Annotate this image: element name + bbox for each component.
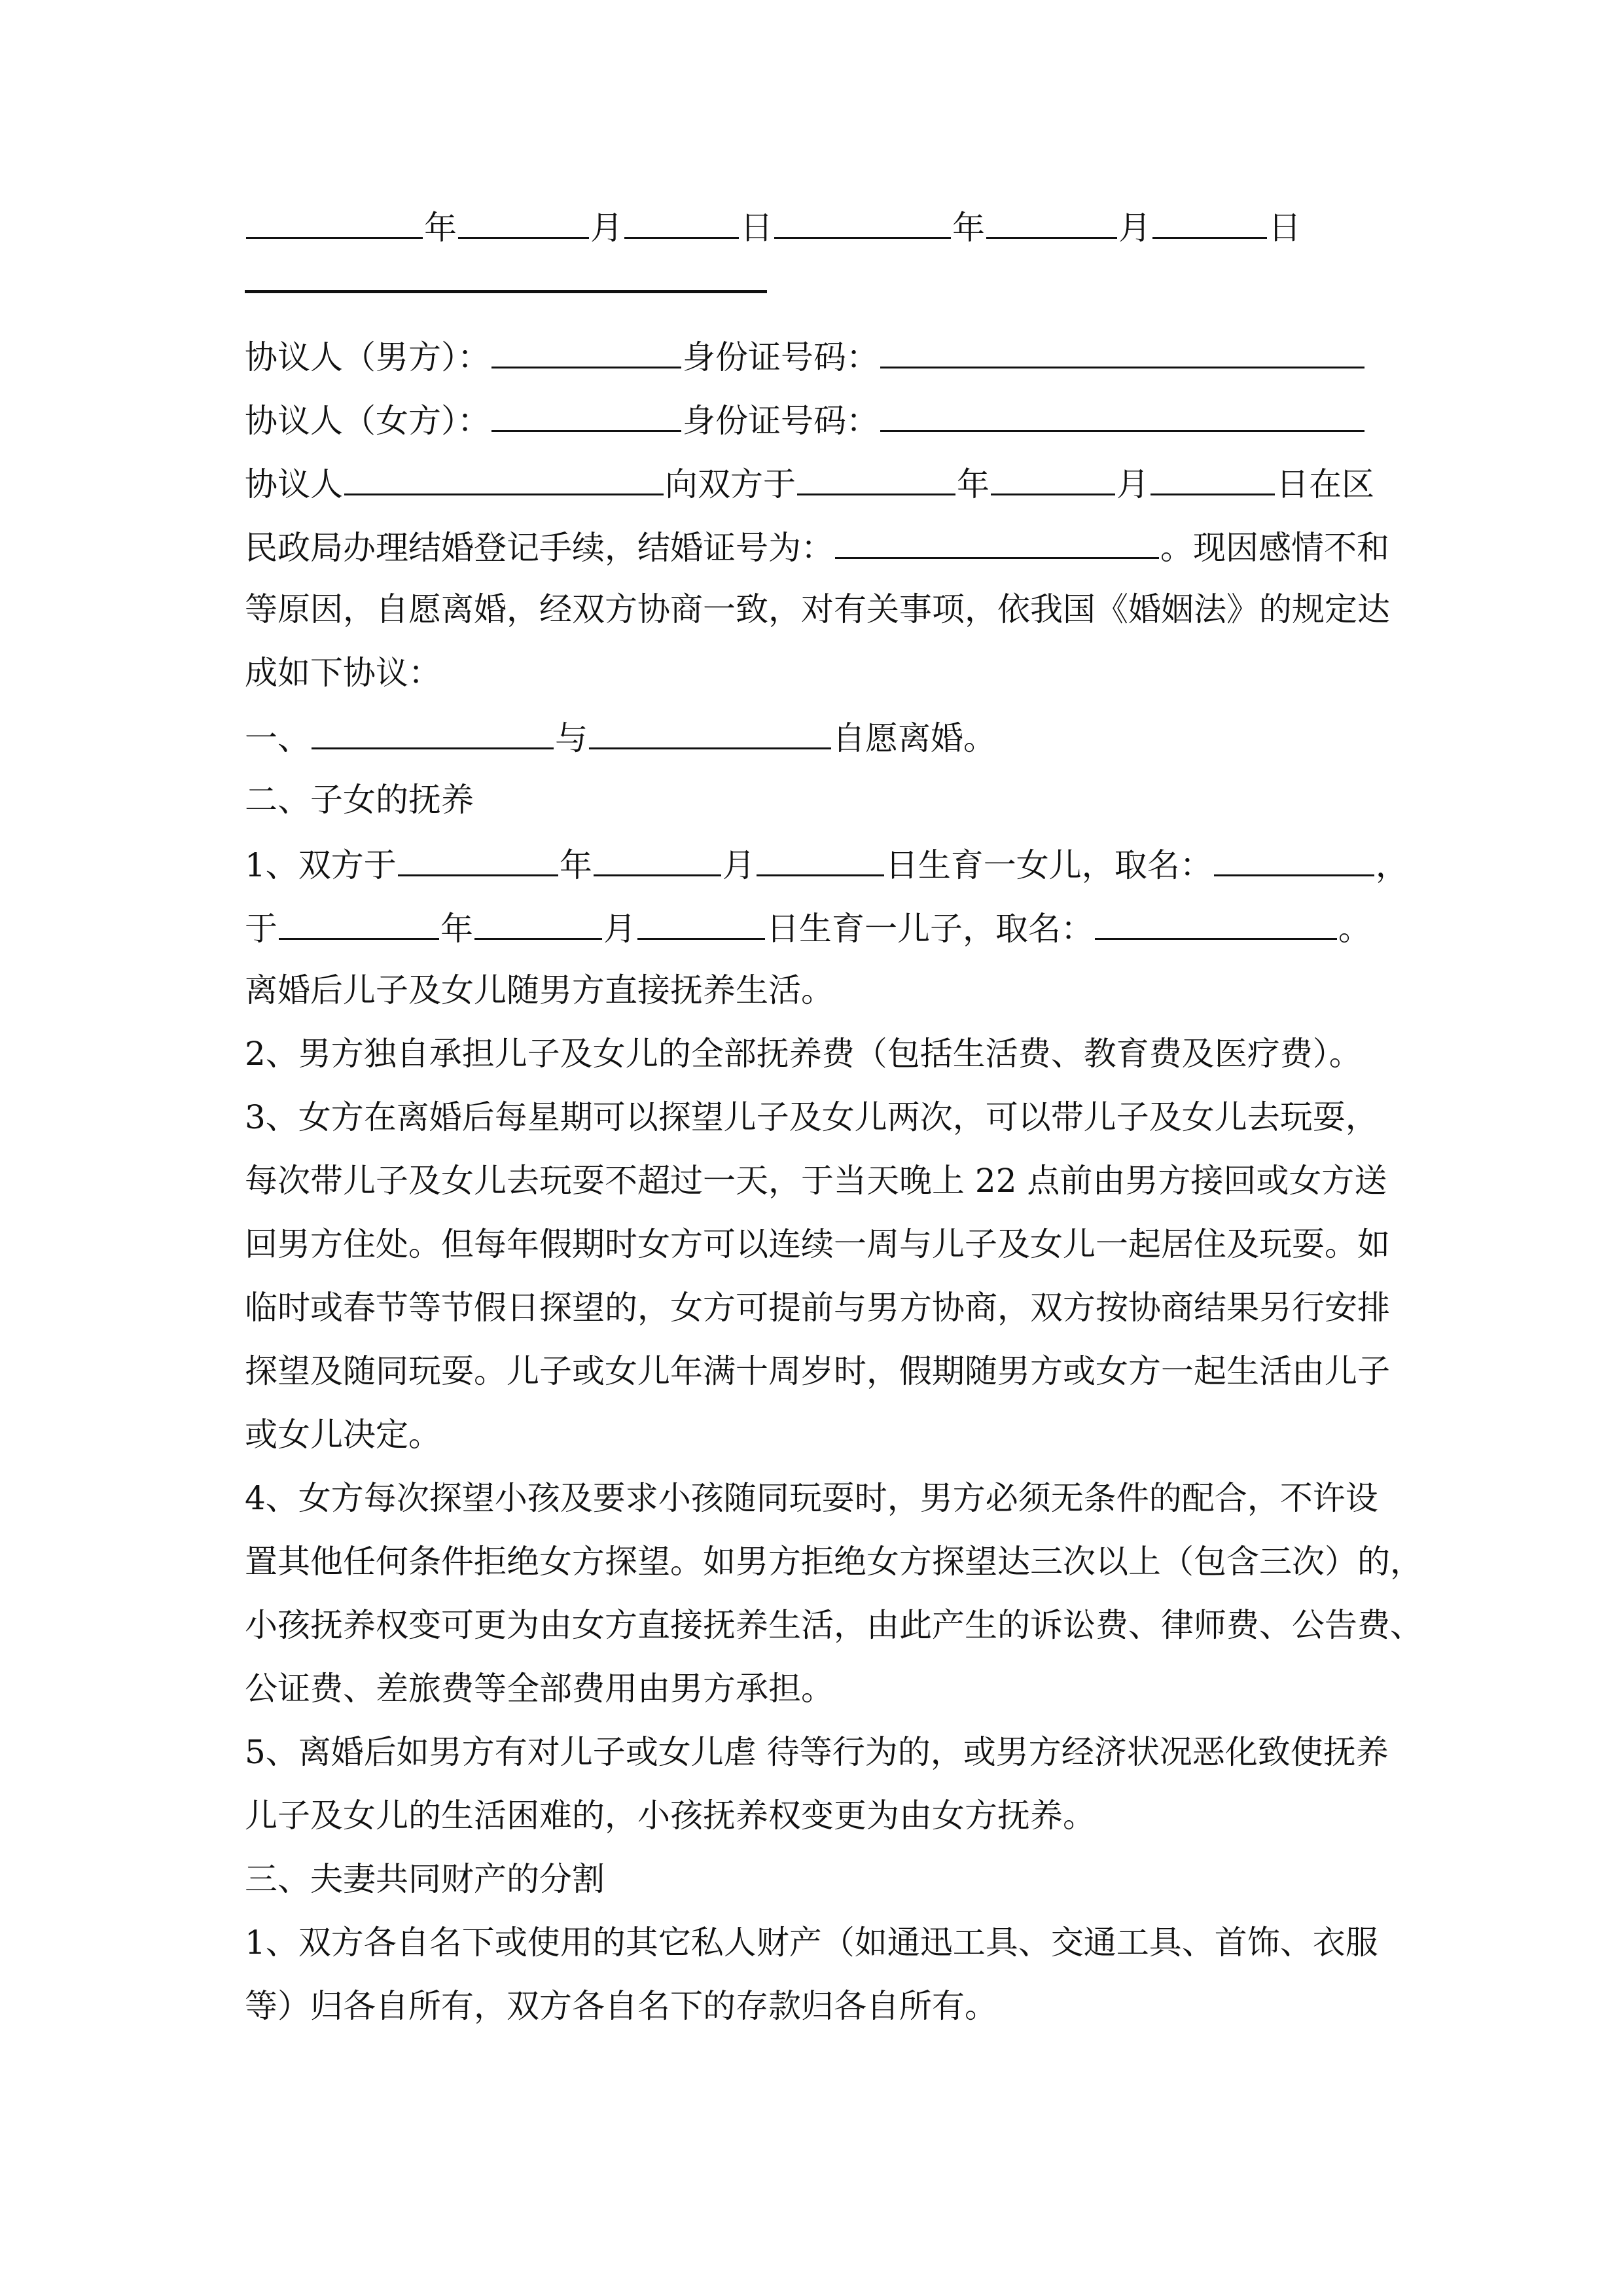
year-blank-1[interactable] [246, 203, 423, 239]
year-label: 年 [424, 209, 457, 247]
section-2-item-1-line-3: 离婚后儿子及女儿随男方直接抚养生活。 [245, 971, 834, 1009]
male-party-label: 协议人（男方）： [245, 338, 490, 376]
male-party-line [245, 332, 1377, 378]
marriage-certificate-field[interactable] [835, 523, 1159, 559]
daughter-birth-year-field[interactable] [398, 840, 558, 876]
section-2-item-3-line: 临时或春节等节假日探望的，女方可提前与男方协商，双方按协商结果另行安排 [245, 1289, 1390, 1327]
id-label: 身份证号码： [683, 402, 879, 440]
month-blank-2[interactable] [986, 203, 1117, 239]
text: 于 [245, 910, 277, 948]
section-2-item-1-line-2 [245, 904, 1377, 950]
agreement-party-field[interactable] [344, 459, 664, 495]
section-2-item-1-line-1 [245, 840, 1408, 886]
intro-line-2 [245, 523, 1389, 569]
male-id-field[interactable] [880, 332, 1364, 368]
section-2-item-4-line: 置其他任何条件拒绝女方探望。如男方拒绝女方探望达三次以上（包含三次）的， [245, 1543, 1423, 1581]
section-2-item-3-line: 3、女方在离婚后每星期可以探望儿子及女儿两次，可以带儿子及女儿去玩耍， [245, 1098, 1378, 1136]
year-label: 年 [952, 209, 985, 247]
marriage-day-field[interactable] [1150, 459, 1275, 495]
section-3-item-1-line: 等）归各自所有，双方各自名下的存款归各自所有。 [245, 1987, 997, 2025]
marriage-year-field[interactable] [797, 459, 955, 495]
section-3-item-1-line: 1、双方各自名下或使用的其它私人财产（如通迅工具、交通工具、首饰、衣服 [245, 1924, 1378, 1962]
daughter-birth-day-field[interactable] [757, 840, 884, 876]
section-2-item-3-line: 探望及随同玩耍。儿子或女儿年满十周岁时，假期随男方或女方一起生活由儿子 [245, 1352, 1390, 1390]
section-2-heading: 二、子女的抚养 [245, 781, 474, 819]
daughter-name-field[interactable] [1214, 840, 1374, 876]
text: 向双方于 [665, 465, 796, 503]
text: ， [1375, 846, 1408, 884]
section-2-item-4-line: 小孩抚养权变可更为由女方直接抚养生活，由此产生的诉讼费、律师费、公告费、 [245, 1606, 1423, 1644]
section-2-item-5-line: 5、离婚后如男方有对儿子或女儿虐 待等行为的，或男方经济状况恶化致使抚养 [245, 1733, 1389, 1771]
id-label: 身份证号码： [683, 338, 879, 376]
party-a-field[interactable] [312, 713, 554, 749]
text: 日生育一女儿，取名： [885, 846, 1213, 884]
text: 年 [440, 910, 473, 948]
month-label: 月 [1118, 209, 1151, 247]
day-blank-2[interactable] [1152, 203, 1267, 239]
horizontal-rule [245, 290, 767, 293]
day-label: 日 [740, 209, 773, 247]
party-b-field[interactable] [589, 713, 831, 749]
year-blank-2[interactable] [774, 203, 951, 239]
section-2-item-4-line: 4、女方每次探望小孩及要求小孩随同玩耍时，男方必须无条件的配合，不许设 [245, 1479, 1378, 1517]
section-3-heading: 三、夫妻共同财产的分割 [245, 1860, 605, 1898]
intro-line-1 [245, 459, 1377, 505]
text: 自愿离婚。 [832, 719, 996, 757]
day-label: 日 [1268, 209, 1301, 247]
intro-line-4: 成如下协议： [245, 654, 441, 692]
text: 年 [559, 846, 592, 884]
date-line [245, 203, 1377, 249]
text: 月 [1116, 465, 1149, 503]
section-2-item-3-line: 或女儿决定。 [245, 1416, 441, 1454]
month-label: 月 [590, 209, 623, 247]
text: 日在区 [1276, 465, 1374, 503]
text: 月 [722, 846, 755, 884]
intro-line-3: 等原因，自愿离婚，经双方协商一致，对有关事项，依我国《婚姻法》的规定达 [245, 590, 1390, 628]
female-name-field[interactable] [491, 396, 681, 432]
text: 1、双方于 [245, 846, 397, 884]
marriage-month-field[interactable] [991, 459, 1115, 495]
text: 。 [1338, 910, 1371, 948]
text: 协议人 [245, 465, 343, 503]
text: 月 [603, 910, 636, 948]
text: 与 [555, 719, 588, 757]
section-2-item-2: 2、男方独自承担儿子及女儿的全部抚养费（包括生活费、教育费及医疗费）。 [245, 1035, 1362, 1073]
text: 。现因感情不和 [1160, 529, 1389, 567]
text: 一、 [245, 719, 310, 757]
son-name-field[interactable] [1095, 904, 1337, 940]
section-1 [245, 713, 1377, 759]
daughter-birth-month-field[interactable] [594, 840, 721, 876]
section-2-item-3-line: 每次带儿子及女儿去玩耍不超过一天，于当天晚上 22 点前由男方接回或女方送 [245, 1162, 1387, 1200]
month-blank-1[interactable] [458, 203, 589, 239]
text: 民政局办理结婚登记手续，结婚证号为： [245, 529, 834, 567]
day-blank-1[interactable] [624, 203, 739, 239]
section-2-item-4-line: 公证费、差旅费等全部费用由男方承担。 [245, 1670, 834, 1708]
section-2-item-3-line: 回男方住处。但每年假期时女方可以连续一周与儿子及女儿一起居住及玩耍。如 [245, 1225, 1390, 1263]
text: 年 [957, 465, 990, 503]
son-birth-year-field[interactable] [279, 904, 439, 940]
female-party-line [245, 396, 1377, 442]
text: 日生育一儿子，取名： [766, 910, 1094, 948]
male-name-field[interactable] [491, 332, 681, 368]
section-2-item-5-line: 儿子及女儿的生活困难的，小孩抚养权变更为由女方抚养。 [245, 1797, 1096, 1835]
female-party-label: 协议人（女方）： [245, 402, 490, 440]
son-birth-day-field[interactable] [637, 904, 765, 940]
female-id-field[interactable] [880, 396, 1364, 432]
son-birth-month-field[interactable] [474, 904, 602, 940]
